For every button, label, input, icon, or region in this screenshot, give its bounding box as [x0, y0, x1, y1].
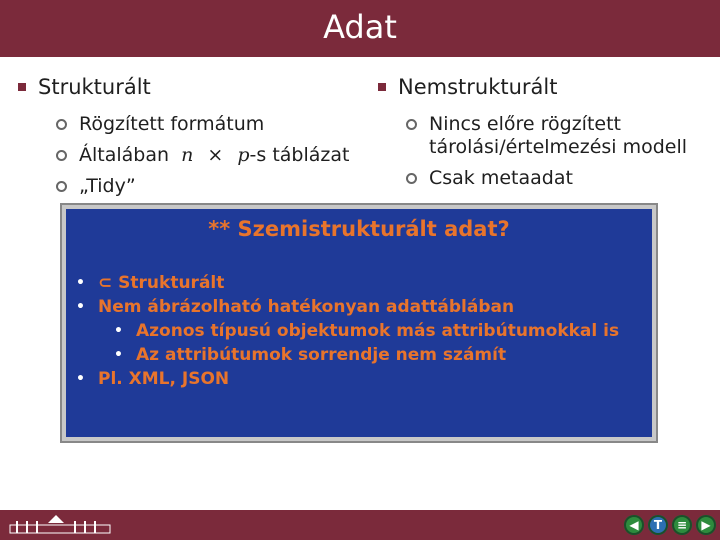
nav-icons — [624, 515, 716, 535]
bullet-dot-icon: • — [114, 347, 123, 363]
left-heading: Strukturált — [38, 75, 151, 99]
next-icon[interactable]: ▶ — [696, 515, 716, 535]
footer-bar — [0, 510, 720, 540]
university-logo — [6, 513, 136, 537]
overlay-subitem: • Az attribútumok sorrendje nem számít — [114, 345, 507, 365]
right-item-1: Nincs előre rögzített tárolási/értelmezési modell — [406, 113, 708, 159]
bullet-dot-icon: • — [76, 371, 85, 387]
slide-title: Adat — [323, 8, 397, 46]
overlay-item: • Pl. XML, JSON — [76, 369, 230, 389]
right-item-2: Csak metaadat — [406, 167, 708, 190]
bullet-dot-icon: • — [76, 299, 85, 315]
title-bar — [0, 0, 720, 57]
times-symbol: × — [207, 144, 224, 166]
math-p: p — [237, 144, 250, 166]
semistructured-overlay — [62, 205, 656, 441]
left-heading-row — [18, 75, 358, 99]
bullet-circle-icon — [56, 150, 67, 161]
overlay-item: • ⊂ Strukturált — [76, 273, 225, 293]
right-heading: Nemstrukturált — [398, 75, 558, 99]
overlay-title: ** Szemistrukturált adat? — [208, 217, 510, 241]
bullet-dot-icon: • — [76, 275, 85, 291]
bullet-circle-icon — [56, 181, 67, 192]
left-item-2: Általában n × p-s táblázat — [56, 144, 358, 167]
overlay-item: • Nem ábrázolható hatékonyan adattáblában — [76, 297, 515, 317]
bullet-circle-icon — [406, 173, 417, 184]
bullet-square-icon — [378, 83, 386, 91]
right-column — [378, 75, 708, 198]
bullet-dot-icon: • — [114, 323, 123, 339]
math-n: n — [181, 144, 194, 166]
menu-icon[interactable]: ≡ — [672, 515, 692, 535]
left-item-3: „Tidy” — [56, 175, 358, 198]
t-icon[interactable]: T — [648, 515, 668, 535]
bullet-circle-icon — [56, 119, 67, 130]
bullet-square-icon — [18, 83, 26, 91]
overlay-list — [76, 271, 642, 391]
right-heading-row — [378, 75, 708, 99]
left-item-1: Rögzített formátum — [56, 113, 358, 136]
left-column — [18, 75, 358, 206]
bullet-circle-icon — [406, 119, 417, 130]
prev-icon[interactable]: ◀ — [624, 515, 644, 535]
overlay-subitem: • Azonos típusú objektumok más attribútumokkal is — [114, 321, 620, 341]
